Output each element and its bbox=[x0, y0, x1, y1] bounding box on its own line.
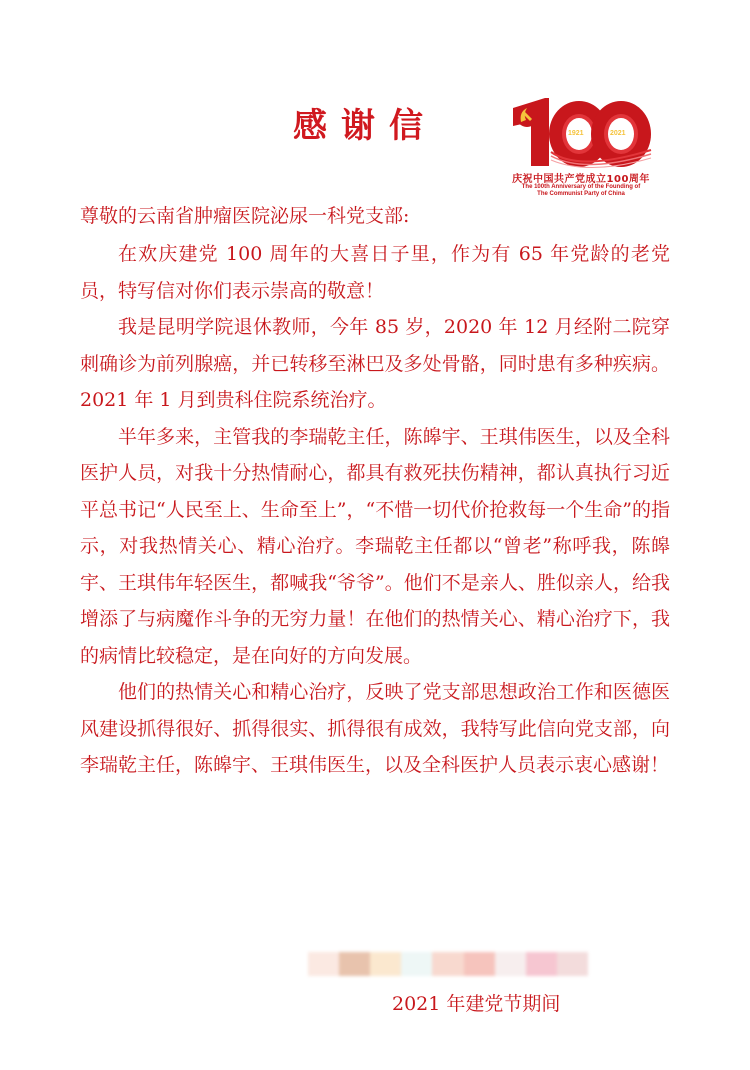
paragraph-3: 半年多来，主管我的李瑞乾主任，陈皞宇、王琪伟医生，以及全科医护人员，对我十分热情耐心，都具有救死扶伤精神，都认真执行习近平总书记“人民至上、生命至上”，“不惜一切代价抢救每一个生命”的指示，对我热情关心、精心治疗。李瑞乾主任都以“曾老”称呼我，陈皞宇、王琪伟年轻医生，都喊我“爷爷”。他们不是亲人、胜似亲人，给我增添了与病魔作斗争的无穷力量！在他们的热情关心、精心治疗下，我的病情比较稳定，是在向好的方向发展。 bbox=[80, 425, 670, 667]
signature-blur-block bbox=[464, 952, 495, 976]
signature-blur-block bbox=[401, 952, 432, 976]
paragraph-1: 在欢庆建党 100 周年的大喜日子里，作为有 65 年党龄的老党员，特写信对你们表示崇高的敬意！ bbox=[80, 243, 670, 302]
signature-blur-block bbox=[526, 952, 557, 976]
centenary-logo bbox=[505, 94, 655, 204]
blurred-signature bbox=[308, 952, 588, 976]
signature-blur-block bbox=[495, 952, 526, 976]
logo-caption-en-1: The 100th Anniversary of the Founding of bbox=[521, 184, 641, 190]
letter-title: 感谢信 bbox=[293, 106, 437, 146]
signature-blur-block bbox=[339, 952, 370, 976]
paragraph-4: 他们的热情关心和精心治疗，反映了党支部思想政治工作和医德医风建设抓得很好、抓得很实、抓得很有成效，我特写此信向党支部，向李瑞乾主任，陈皞宇、王琪伟医生，以及全科医护人员表示衷心感谢！ bbox=[80, 681, 670, 776]
letter-body bbox=[80, 236, 670, 784]
logo-year-start: 1921 bbox=[568, 130, 584, 137]
logo-year-end: 2021 bbox=[610, 130, 626, 137]
logo-caption-en-2: The Communist Party of China bbox=[537, 191, 625, 197]
letter-date: 2021 年建党节期间 bbox=[392, 993, 561, 1015]
paragraph-2: 我是昆明学院退休教师，今年 85 岁，2020 年 12 月经附二院穿刺确诊为前列腺癌，并已转移至淋巴及多处骨骼，同时患有多种疾病。2021 年 1 月到贵科住院系统治疗。 bbox=[80, 316, 670, 411]
logo-caption-cn: 庆祝中国共产党成立100周年 bbox=[512, 174, 650, 185]
signature-blur-block bbox=[557, 952, 588, 976]
signature-blur-block bbox=[370, 952, 401, 976]
letter-salutation: 尊敬的云南省肿瘤医院泌尿一科党支部: bbox=[80, 205, 410, 227]
signature-blur-block bbox=[432, 952, 463, 976]
signature-blur-block bbox=[308, 952, 339, 976]
